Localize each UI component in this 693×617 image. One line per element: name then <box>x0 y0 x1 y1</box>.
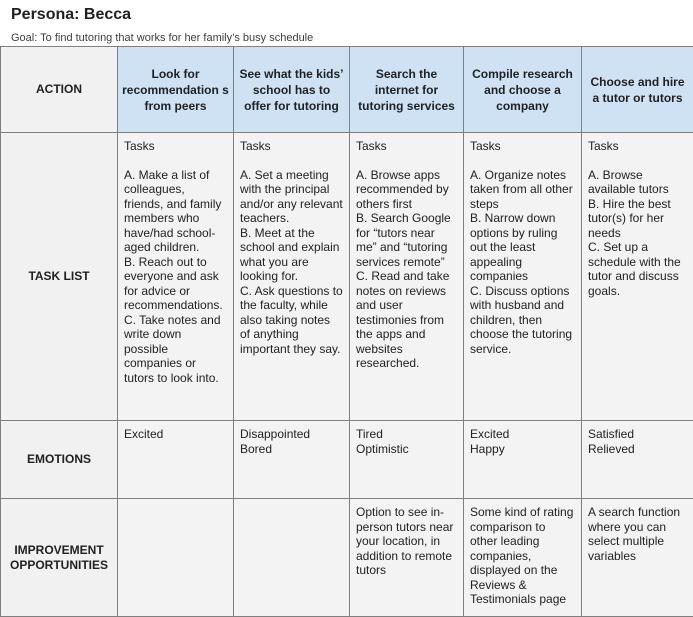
stage-4-action: Compile research and choose a company <box>464 47 582 133</box>
journey-map-table <box>0 46 693 617</box>
stage-4-emotion-text: Excited Happy <box>470 427 575 456</box>
stage-3-improvement-text: Option to see in-person tutors near your location, in addition to remote tutors <box>356 505 457 578</box>
stage-3-task-text: A. Browse apps recommended by others first B. Search Google for “tutors near me” and “tutoring services remote” C. Read and take notes on reviews and user testimonies from the apps and websites researched. <box>356 168 457 371</box>
stage-3-tasks <box>350 133 464 421</box>
stage-1-tasks <box>118 133 234 421</box>
improvement-header-text: IMPROVEMENT OPPORTUNITIES <box>1 543 117 573</box>
stage-5-improvement <box>582 499 693 617</box>
task-list-row <box>1 133 693 421</box>
stage-2-action: See what the kids’ school has to offer for tutoring <box>234 47 350 133</box>
stage-3-improvement <box>350 499 464 617</box>
persona-goal: Goal: To find tutoring that works for her family’s busy schedule <box>11 32 313 44</box>
stage-3-emotion-text: Tired Optimistic <box>356 427 457 456</box>
tasks-label: Tasks <box>240 139 343 154</box>
persona-title: Persona: Becca <box>11 6 131 24</box>
row-header-action: ACTION <box>1 47 118 133</box>
emotions-row <box>1 421 693 499</box>
stage-4-task-text: A. Organize notes taken from all other steps B. Narrow down options by ruling out the least appealing companies C. Discuss options with husband and children, then choose the tutoring service. <box>470 168 575 357</box>
stage-1-improvement <box>118 499 234 617</box>
stage-5-improvement-text: A search function where you can select multiple variables <box>588 505 687 563</box>
stage-1-emotion-text: Excited <box>124 427 227 442</box>
improvement-row <box>1 499 693 617</box>
row-header-task-list: TASK LIST <box>1 133 118 421</box>
stage-1-emotions <box>118 421 234 499</box>
stage-3-action: Search the internet for tutoring services <box>350 47 464 133</box>
stage-5-emotions <box>582 421 693 499</box>
stage-2-task-text: A. Set a meeting with the principal and/or any relevant teachers. B. Meet at the school and explain what you are looking for. C. Ask questions to the faculty, while also taking notes of anything important they say. <box>240 168 343 357</box>
stage-5-action: Choose and hire a tutor or tutors <box>582 47 693 133</box>
stage-2-emotions <box>234 421 350 499</box>
stage-4-improvement <box>464 499 582 617</box>
stage-4-improvement-text: Some kind of rating comparison to other leading companies, displayed on the Reviews & Testimonials page <box>470 505 575 607</box>
stage-2-improvement <box>234 499 350 617</box>
stage-1-task-text: A. Make a list of colleagues, friends, and family members who have/had school-aged children. B. Reach out to everyone and ask for advice or recommendations. C. Take notes and write down possible companies or tutors to look into. <box>124 168 227 386</box>
tasks-label: Tasks <box>588 139 687 154</box>
tasks-label: Tasks <box>470 139 575 154</box>
row-header-improvement <box>1 499 118 617</box>
stage-2-tasks <box>234 133 350 421</box>
stage-3-emotions <box>350 421 464 499</box>
stage-1-action: Look for recommendation s from peers <box>118 47 234 133</box>
tasks-label: Tasks <box>356 139 457 154</box>
stage-2-emotion-text: Disappointed Bored <box>240 427 343 456</box>
stage-5-tasks <box>582 133 693 421</box>
stage-5-emotion-text: Satisfied Relieved <box>588 427 687 456</box>
stage-5-task-text: A. Browse available tutors B. Hire the best tutor(s) for her needs C. Set up a schedule with the tutor and discuss goals. <box>588 168 687 299</box>
stage-4-tasks <box>464 133 582 421</box>
action-row <box>1 47 693 133</box>
stage-4-emotions <box>464 421 582 499</box>
tasks-label: Tasks <box>124 139 227 154</box>
row-header-emotions: EMOTIONS <box>1 421 118 499</box>
